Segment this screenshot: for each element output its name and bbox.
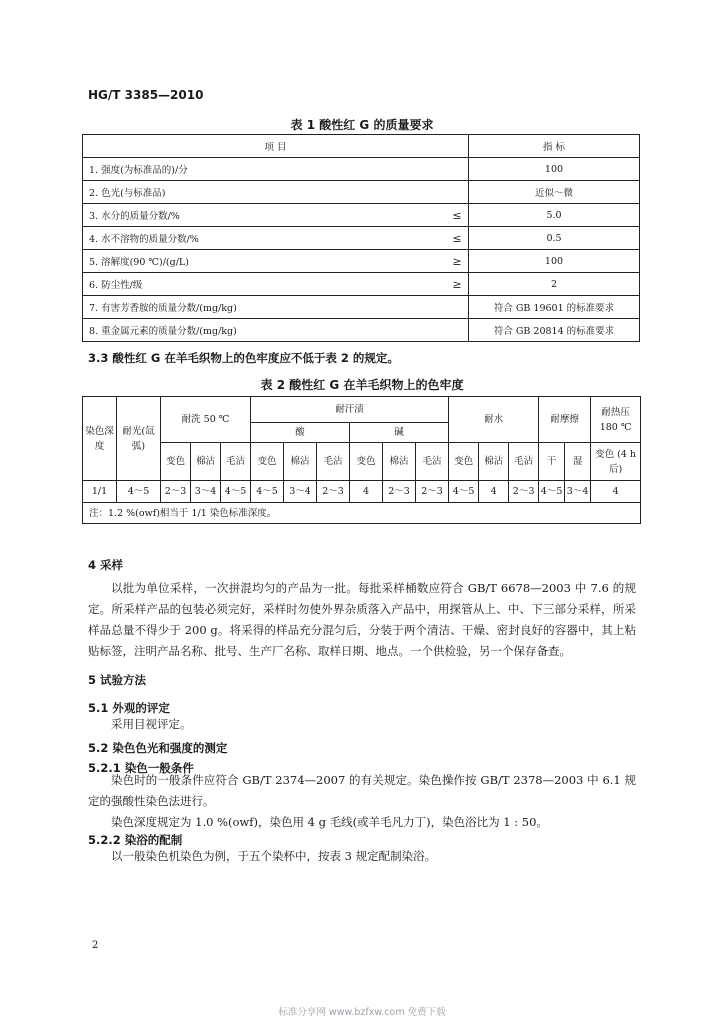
row-symbol: ≥ xyxy=(446,250,469,273)
row-symbol: ≤ xyxy=(446,227,469,250)
page-number: 2 xyxy=(92,940,99,951)
section-5-title: 5 试验方法 xyxy=(88,673,147,687)
section-5-2-title: 5.2 染色色光和强度的测定 xyxy=(88,741,228,755)
sub-bian: 变色 xyxy=(350,443,383,481)
cell: 4～5 xyxy=(251,481,284,503)
cell: 1/1 xyxy=(83,481,117,503)
sub-dry: 干 xyxy=(539,443,565,481)
table-row xyxy=(83,227,640,250)
sub-mao: 毛沾 xyxy=(509,443,539,481)
header-water: 耐水 xyxy=(449,397,539,443)
cell: 4～5 xyxy=(221,481,251,503)
row-value: 5.0 xyxy=(469,204,640,227)
sub-press: 变色 (4 h后) xyxy=(591,443,641,481)
cell: 3～4 xyxy=(565,481,591,503)
row-symbol: ≤ xyxy=(446,204,469,227)
table1-caption: 表 1 酸性红 G 的质量要求 xyxy=(290,118,434,132)
footer-watermark: 标准分享网 www.bzfxw.com 免费下载 xyxy=(278,1007,446,1018)
section-5-2-2-title: 5.2.2 染浴的配制 xyxy=(88,833,183,847)
table-row xyxy=(83,250,640,273)
header-rub: 耐摩擦 xyxy=(539,397,591,443)
row-item: 8. 重金属元素的质量分数/(mg/kg) xyxy=(83,319,447,342)
cell: 4～5 xyxy=(449,481,479,503)
table-note-row xyxy=(83,503,641,524)
section-5-1-title: 5.1 外观的评定 xyxy=(88,701,170,715)
row-value: 近似～微 xyxy=(469,181,640,204)
section-5-1-text: 采用目视评定。 xyxy=(111,717,192,731)
table-row xyxy=(83,319,640,342)
sub-bian: 变色 xyxy=(251,443,284,481)
row-item: 2. 色光(与标准品) xyxy=(83,181,447,204)
cell: 4～5 xyxy=(539,481,565,503)
row-symbol xyxy=(446,158,469,181)
sub-bian: 变色 xyxy=(161,443,191,481)
row-item: 4. 水不溶物的质量分数/% xyxy=(83,227,447,250)
row-item: 1. 强度(为标准品的)/分 xyxy=(83,158,447,181)
header-light: 耐光(氙弧) xyxy=(117,397,161,481)
section-4-paragraph: 以批为单位采样，一次拼混均匀的产品为一批。每批采样桶数应符合 GB/T 6678—2003 中 7.6 的规定。所采样产品的包装必须完好，采样时勿使外界杂质落入产品中，用探管从上、中、下三部分采样，所采样品总量不得少于 200 g。将采得的样品充分混匀后，分装于两个清洁、干燥、密封良好的容器中，其上粘贴标签，注明产品名称、批号、生产厂名称、取样日期、地点。一个供检验，另一个保存备查。 xyxy=(88,581,636,658)
row-item: 7. 有害芳香胺的质量分数/(mg/kg) xyxy=(83,296,447,319)
cell: 4～5 xyxy=(117,481,161,503)
row-item: 6. 防尘性/级 xyxy=(83,273,447,296)
table-header-row xyxy=(83,135,640,158)
row-value: 符合 GB 20814 的标准要求 xyxy=(469,319,640,342)
cell: 2～3 xyxy=(416,481,449,503)
header-sweat: 耐汗渍 xyxy=(251,397,449,423)
sub-mao: 毛沾 xyxy=(221,443,251,481)
standard-code: HG/T 3385—2010 xyxy=(88,88,204,102)
header-press: 耐热压 180 ℃ xyxy=(591,397,641,443)
sub-mian: 棉沾 xyxy=(191,443,221,481)
row-value: 2 xyxy=(469,273,640,296)
cell: 2～3 xyxy=(383,481,416,503)
header-depth: 染色深度 xyxy=(83,397,117,481)
row-symbol xyxy=(446,181,469,204)
sub-bian: 变色 xyxy=(449,443,479,481)
row-symbol xyxy=(446,319,469,342)
header-wash: 耐洗 50 ℃ xyxy=(161,397,251,443)
cell: 2～3 xyxy=(161,481,191,503)
section-5-2-2-text: 以一般染色机染色为例，于五个染杯中，按表 3 规定配制染浴。 xyxy=(111,849,437,863)
table-header-row xyxy=(83,443,641,481)
table-row xyxy=(83,204,640,227)
row-value: 0.5 xyxy=(469,227,640,250)
table-note: 注：1.2 %(owf)相当于 1/1 染色标准深度。 xyxy=(83,503,641,524)
row-symbol: ≥ xyxy=(446,273,469,296)
header-value: 指 标 xyxy=(469,135,640,158)
header-item: 项 目 xyxy=(83,135,469,158)
section-5-2-1-text-2: 染色深度规定为 1.0 %(owf)，染色用 4 g 毛线(或羊毛凡力丁)，染色浴比为 1 : 50。 xyxy=(111,815,548,829)
header-acid: 酸 xyxy=(251,423,350,443)
table-header-row xyxy=(83,397,641,423)
table2-caption: 表 2 酸性红 G 在羊毛织物上的色牢度 xyxy=(260,378,464,392)
sub-mian: 棉沾 xyxy=(284,443,317,481)
cell: 3～4 xyxy=(191,481,221,503)
section-4-title: 4 采样 xyxy=(88,558,124,572)
sub-mian: 棉沾 xyxy=(479,443,509,481)
cell: 4 xyxy=(350,481,383,503)
sub-mao: 毛沾 xyxy=(416,443,449,481)
cell: 2～3 xyxy=(317,481,350,503)
table-row xyxy=(83,481,641,503)
cell: 3～4 xyxy=(284,481,317,503)
row-item: 3. 水分的质量分数/% xyxy=(83,204,447,227)
table-row xyxy=(83,181,640,204)
section-3-3: 3.3 酸性红 G 在羊毛织物上的色牢度应不低于表 2 的规定。 xyxy=(88,351,399,365)
table-row xyxy=(83,273,640,296)
sub-mian: 棉沾 xyxy=(383,443,416,481)
section-5-2-1-text-1: 染色时的一般条件应符合 GB/T 2374—2007 的有关规定。染色操作按 GB/T 2378—2003 中 6.1 规定的强酸性染色法进行。 xyxy=(88,773,636,808)
row-value: 100 xyxy=(469,250,640,273)
cell: 4 xyxy=(479,481,509,503)
header-alkali: 碱 xyxy=(350,423,449,443)
color-fastness-table xyxy=(82,396,641,524)
section-5-2-1-title: 5.2.1 染色一般条件 xyxy=(88,761,194,775)
table-row xyxy=(83,158,640,181)
quality-requirements-table xyxy=(82,134,640,342)
table-row xyxy=(83,296,640,319)
row-value: 符合 GB 19601 的标准要求 xyxy=(469,296,640,319)
sub-mao: 毛沾 xyxy=(317,443,350,481)
row-symbol xyxy=(446,296,469,319)
cell: 2～3 xyxy=(509,481,539,503)
row-item: 5. 溶解度(90 ℃)/(g/L) xyxy=(83,250,447,273)
row-value: 100 xyxy=(469,158,640,181)
cell: 4 xyxy=(591,481,641,503)
sub-wet: 湿 xyxy=(565,443,591,481)
